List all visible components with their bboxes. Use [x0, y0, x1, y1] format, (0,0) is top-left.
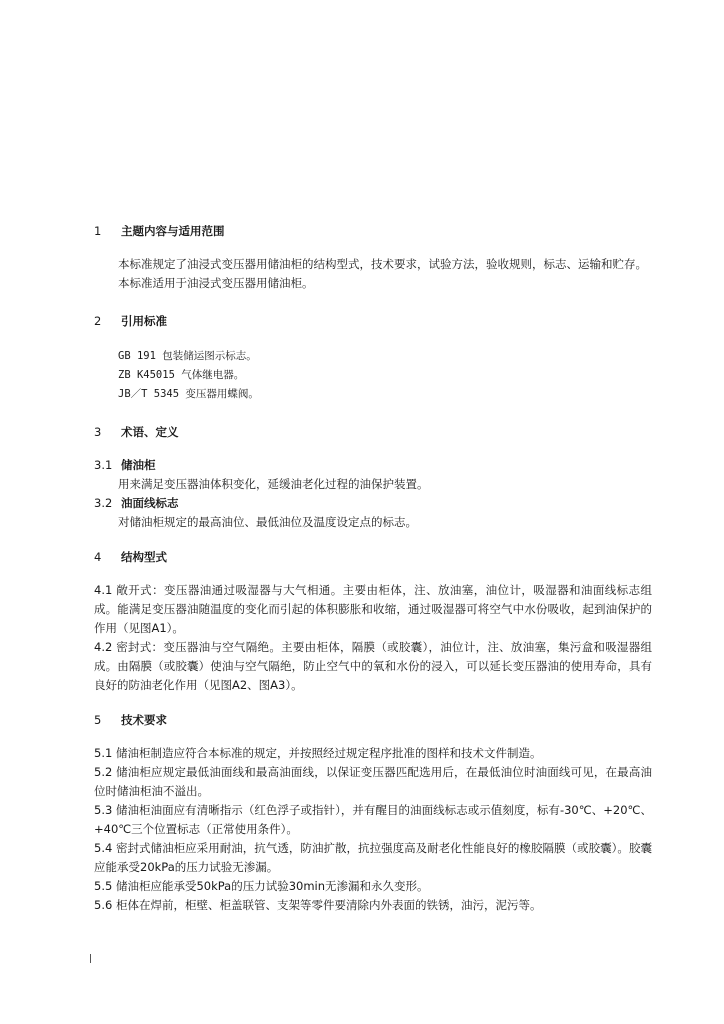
clause-4-1: 4.1 敞开式：变压器油通过吸湿器与大气相通。主要由柜体，注、放油塞，油位计，吸湿器和油面线标志组成。能满足变压器油随温度的变化而引起的体积膨胀和收缩，通过吸湿器可将空气中水份吸收，起到油保护的作用（见图A1）。 — [94, 583, 652, 635]
section-3-heading — [94, 423, 652, 442]
term-name: 储油柜 — [121, 458, 156, 472]
section-title: 技术要求 — [121, 713, 167, 727]
section-number: 4 — [94, 550, 102, 564]
clause-5-6: 5.6 柜体在焊前，柜壁、柜盖联管、支架等零件要清除内外表面的铁锈，油污，泥污等。 — [94, 898, 542, 912]
section-1-paragraph-1: 本标准规定了油浸式变压器用储油柜的结构型式，技术要求，试验方法，验收规则，标志、运输和贮存。 — [118, 257, 647, 271]
term-3-1-definition: 用来满足变压器油体积变化，延缓油老化过程的油保护装置。 — [118, 477, 429, 491]
term-number: 3.1 — [94, 458, 113, 472]
section-title: 结构型式 — [121, 550, 167, 564]
clause-5-5: 5.5 储油柜应能承受50kPa的压力试验30min无渗漏和永久变形。 — [94, 879, 429, 893]
clause-5-3: 5.3 储油柜油面应有清晰指示（红色浮子或指针），并有醒目的油面线标志或示值刻度，标有-30℃、+20℃、+40℃三个位置标志（正常使用条件）。 — [94, 803, 652, 836]
section-title: 主题内容与适用范围 — [121, 224, 225, 238]
page-margin-mark — [90, 954, 91, 963]
clause-4-2: 4.2 密封式：变压器油与空气隔绝。主要由柜体，隔膜（或胶囊），油位计，注、放油塞，集污盒和吸湿器组成。由隔膜（或胶囊）使油与空气隔绝，防止空气中的氧和水份的浸入，可以延长变压器油的使用寿命，具有良好的防油老化作用（见图A2、图A3）。 — [94, 640, 652, 692]
reference-item: GB 191 包装储运图示标志。 — [118, 350, 257, 362]
term-3-1-heading — [94, 456, 652, 475]
term-3-2-definition: 对储油柜规定的最高油位、最低油位及温度设定点的标志。 — [118, 515, 417, 529]
clause-5-4: 5.4 密封式储油柜应采用耐油，抗气透，防油扩散，抗拉强度高及耐老化性能良好的橡胶隔膜（或胶囊）。胶囊应能承受20kPa的压力试验无渗漏。 — [94, 841, 652, 874]
clause-5-1: 5.1 储油柜制造应符合本标准的规定，并按照经过规定程序批准的图样和技术文件制造。 — [94, 746, 542, 760]
section-title: 引用标准 — [121, 314, 167, 328]
section-number: 3 — [94, 425, 102, 439]
section-1-heading — [94, 222, 652, 241]
document-body — [94, 222, 652, 915]
section-5-heading — [94, 711, 652, 730]
term-3-2-heading — [94, 494, 652, 513]
term-number: 3.2 — [94, 496, 113, 510]
reference-list — [94, 347, 652, 404]
section-1-paragraph-2: 本标准适用于油浸式变压器用储油柜。 — [118, 276, 314, 290]
section-number: 2 — [94, 314, 102, 328]
section-2-heading — [94, 312, 652, 331]
section-4-heading — [94, 548, 652, 567]
clause-5-2: 5.2 储油柜应规定最低油面线和最高油面线，以保证变压器匹配选用后，在最低油位时油面线可见，在最高油位时储油柜油不溢出。 — [94, 765, 652, 798]
reference-item: JB／T 5345 变压器用蝶阀。 — [118, 388, 259, 400]
section-number: 5 — [94, 713, 102, 727]
reference-item: ZB K45015 气体继电器。 — [118, 369, 245, 381]
section-number: 1 — [94, 224, 102, 238]
term-name: 油面线标志 — [121, 496, 179, 510]
section-title: 术语、定义 — [121, 425, 179, 439]
